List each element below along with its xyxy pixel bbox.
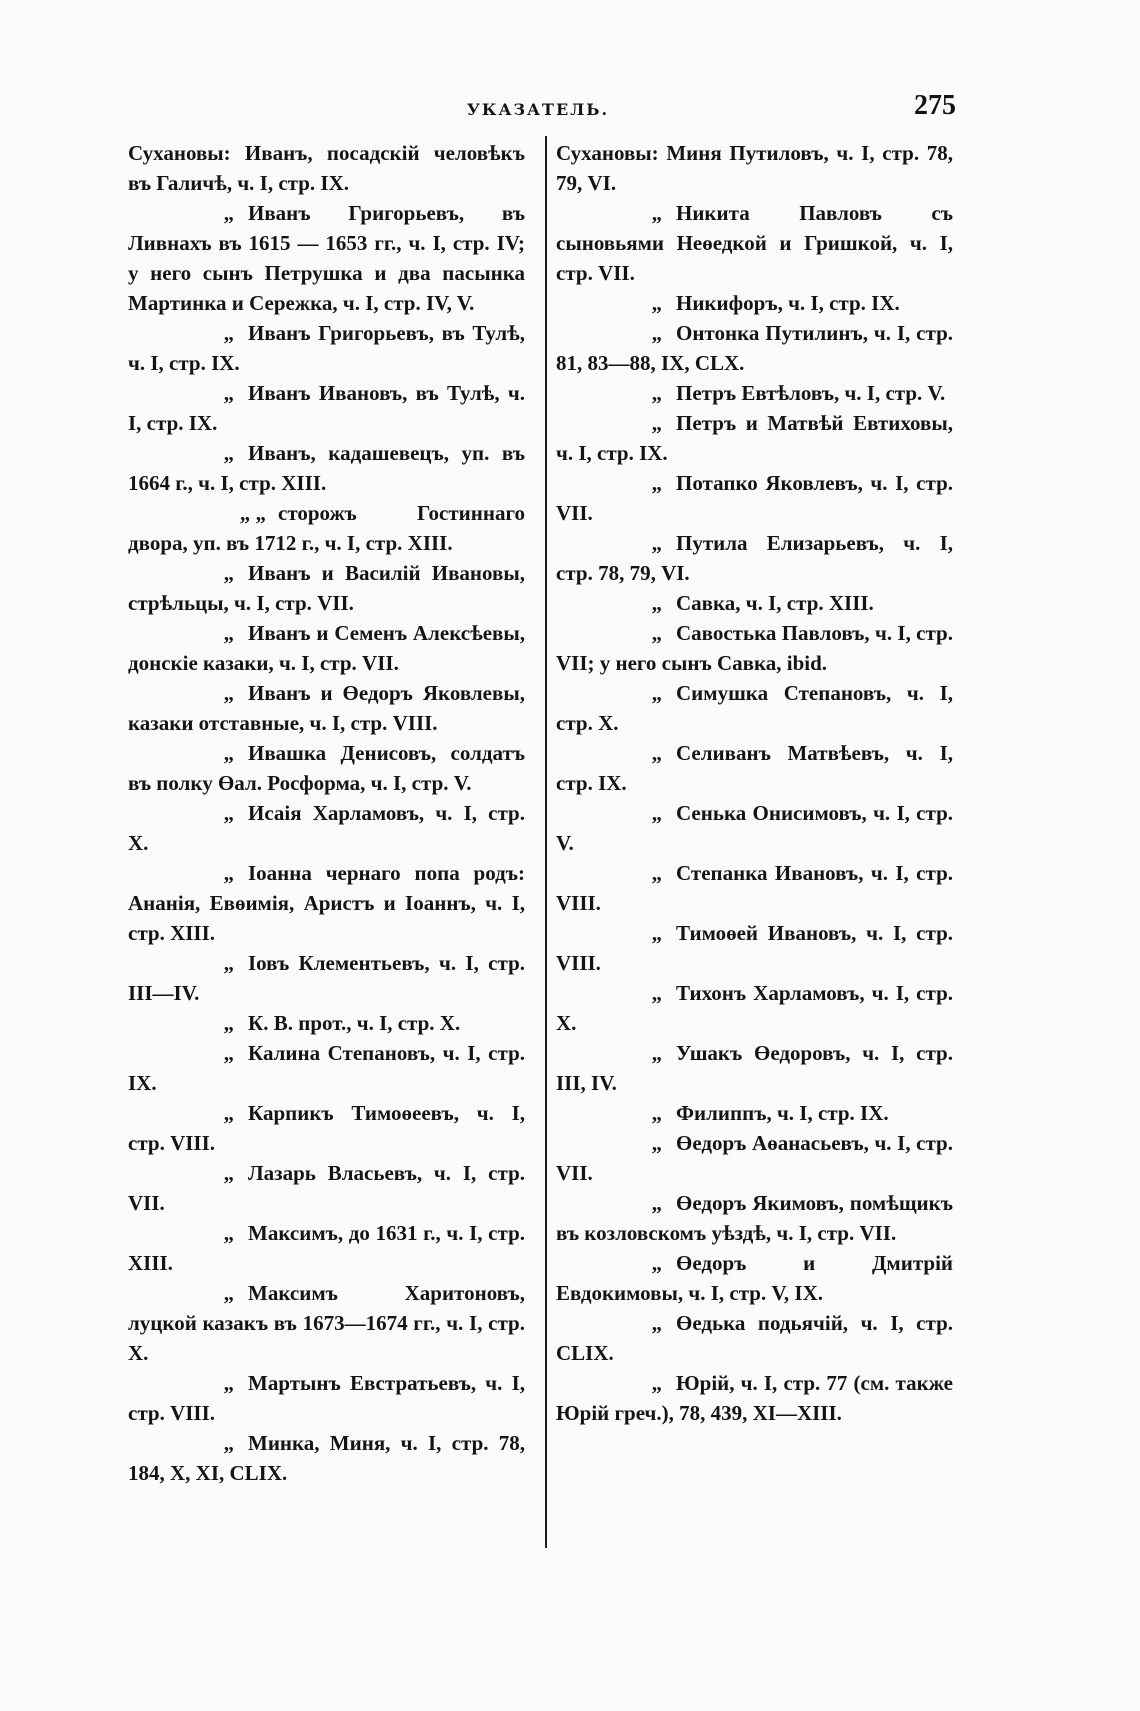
entry-text: Иванъ Григорьевъ, въ Тулѣ, ч. I, стр. IX. bbox=[128, 321, 525, 375]
left-entry bbox=[128, 318, 525, 378]
entry-text: Иванъ Григорьевъ, въ Ливнахъ въ 1615 — 1653 гг., ч. I, стр. IV; у него сынъ Петрушка и два пасынка Мартинка и Сережка, ч. I, стр. IV, V. bbox=[128, 201, 525, 315]
entry-text: Иванъ и Семенъ Алексѣевы, донскiе казаки, ч. I, стр. VII. bbox=[128, 621, 525, 675]
ditto-mark: „ bbox=[223, 621, 234, 645]
left-entry bbox=[128, 678, 525, 738]
ditto-mark: „ bbox=[651, 381, 662, 405]
ditto-mark: „ bbox=[651, 1371, 662, 1395]
ditto-mark: „ bbox=[223, 681, 234, 705]
ditto-mark: „ bbox=[223, 861, 234, 885]
entry-text: Иванъ, кадашевецъ, уп. въ 1664 г., ч. I, стр. XIII. bbox=[128, 441, 525, 495]
entry-text: Юрiй, ч. I, стр. 77 (см. также Юрiй греч.), 78, 439, XI—XIII. bbox=[556, 1371, 953, 1425]
ditto-mark: „ bbox=[223, 1161, 234, 1185]
entry-text: Минка, Миня, ч. I, стр. 78, 184, X, XI, CLIX. bbox=[128, 1431, 525, 1485]
entry-text: Савостька Павловъ, ч. I, стр. VII; у него сынъ Савка, ibid. bbox=[556, 621, 953, 675]
right-entry bbox=[556, 678, 953, 738]
left-entry bbox=[128, 138, 525, 198]
ditto-mark: „ bbox=[223, 1011, 234, 1035]
right-entry bbox=[556, 798, 953, 858]
ditto-mark: „ bbox=[223, 321, 234, 345]
left-entry bbox=[128, 558, 525, 618]
ditto-mark: „ bbox=[223, 561, 234, 585]
ditto-mark: „ bbox=[651, 1191, 662, 1215]
right-entry bbox=[556, 198, 953, 288]
right-entry bbox=[556, 918, 953, 978]
entry-text: Iовъ Клементьевъ, ч. I, стр. III—IV. bbox=[128, 951, 525, 1005]
entry-text: Лазарь Власьевъ, ч. I, стр. VII. bbox=[128, 1161, 525, 1215]
entry-text: Иванъ и Василiй Ивановы, стрѣльцы, ч. I, стр. VII. bbox=[128, 561, 525, 615]
ditto-mark: „ bbox=[223, 741, 234, 765]
ditto-mark: „ bbox=[651, 621, 662, 645]
entry-text: Тихонъ Харламовъ, ч. I, стр. X. bbox=[556, 981, 953, 1035]
left-entry bbox=[128, 798, 525, 858]
entry-text: сторожъ Гостиннаго двора, уп. въ 1712 г., ч. I, стр. XIII. bbox=[128, 501, 525, 555]
column-divider bbox=[545, 136, 547, 1548]
entry-text: Ушакъ Өедоровъ, ч. I, стр. III, IV. bbox=[556, 1041, 953, 1095]
entry-text: Ивашка Денисовъ, солдатъ въ полку Өал. Росформа, ч. I, стр. V. bbox=[128, 741, 525, 795]
entry-text: Иванъ и Өедоръ Яковлевы, казаки отставные, ч. I, стр. VIII. bbox=[128, 681, 525, 735]
ditto-mark: „ bbox=[651, 1251, 662, 1275]
ditto-mark: „ bbox=[651, 291, 662, 315]
left-entry bbox=[128, 948, 525, 1008]
ditto-mark: „ bbox=[223, 1101, 234, 1125]
ditto-mark: „ bbox=[651, 681, 662, 705]
ditto-mark: „ bbox=[651, 801, 662, 825]
right-entry bbox=[556, 378, 953, 408]
page-header bbox=[120, 90, 956, 130]
entry-text: Степанка Ивановъ, ч. I, стр. VIII. bbox=[556, 861, 953, 915]
running-head-title: УКАЗАТЕЛЬ. bbox=[466, 100, 610, 119]
left-entry bbox=[128, 378, 525, 438]
right-entry bbox=[556, 1308, 953, 1368]
entry-text: Өедоръ Аөанасьевъ, ч. I, стр. VII. bbox=[556, 1131, 953, 1185]
left-entry bbox=[128, 858, 525, 948]
right-entry bbox=[556, 1098, 953, 1128]
ditto-mark: „ bbox=[651, 591, 662, 615]
entry-text: Иванъ Ивановъ, въ Тулѣ, ч. I, стр. IX. bbox=[128, 381, 525, 435]
left-entry bbox=[128, 1278, 525, 1368]
right-entry bbox=[556, 288, 953, 318]
entry-text: Сухановы: Иванъ, посадскiй человѣкъ въ Галичѣ, ч. I, стр. IX. bbox=[128, 141, 525, 195]
left-entry bbox=[128, 1098, 525, 1158]
ditto-mark: „ bbox=[223, 1371, 234, 1395]
ditto-mark: „ bbox=[223, 1431, 234, 1455]
right-entry bbox=[556, 588, 953, 618]
entry-text: Путила Елизарьевъ, ч. I, стр. 78, 79, VI. bbox=[556, 531, 953, 585]
entry-text: Максимъ Харитоновъ, луцкой казакъ въ 1673—1674 гг., ч. I, стр. X. bbox=[128, 1281, 525, 1365]
entry-text: Селиванъ Матвѣевъ, ч. I, стр. IX. bbox=[556, 741, 953, 795]
left-entry bbox=[128, 1428, 525, 1488]
right-entry bbox=[556, 1368, 953, 1428]
ditto-mark: „ bbox=[651, 531, 662, 555]
entry-text: Петръ и Матвѣй Евтиховы, ч. I, стр. IX. bbox=[556, 411, 953, 465]
entry-text: Филиппъ, ч. I, стр. IX. bbox=[676, 1101, 889, 1125]
right-entry bbox=[556, 468, 953, 528]
entry-text: Никифоръ, ч. I, стр. IX. bbox=[676, 291, 900, 315]
entry-text: Iоанна чернаго попа родъ: Ананiя, Евөимiя, Аристъ и Iоаннъ, ч. I, стр. XIII. bbox=[128, 861, 525, 945]
right-entry bbox=[556, 408, 953, 468]
entry-text: Сенька Онисимовъ, ч. I, стр. V. bbox=[556, 801, 953, 855]
ditto-mark: „ bbox=[651, 861, 662, 885]
ditto-mark: „ bbox=[651, 411, 662, 435]
right-entry bbox=[556, 1248, 953, 1308]
ditto-mark: „ bbox=[223, 381, 234, 405]
entry-text: Калина Степановъ, ч. I, стр. IX. bbox=[128, 1041, 525, 1095]
ditto-mark: „ bbox=[223, 801, 234, 825]
right-entry bbox=[556, 978, 953, 1038]
right-entry bbox=[556, 1188, 953, 1248]
ditto-mark: „ bbox=[223, 441, 234, 465]
left-entry bbox=[128, 498, 525, 558]
left-entry bbox=[128, 438, 525, 498]
left-entry bbox=[128, 738, 525, 798]
entry-text: Савка, ч. I, стр. XIII. bbox=[676, 591, 874, 615]
entry-text: Симушка Степановъ, ч. I, стр. X. bbox=[556, 681, 953, 735]
ditto-mark: „ bbox=[651, 1101, 662, 1125]
entry-text: К. В. прот., ч. I, стр. X. bbox=[248, 1011, 461, 1035]
left-entry bbox=[128, 618, 525, 678]
entry-text: Өедоръ Якимовъ, помѣщикъ въ козловскомъ уѣздѣ, ч. I, стр. VII. bbox=[556, 1191, 953, 1245]
entry-text: Тимоөей Ивановъ, ч. I, стр. VIII. bbox=[556, 921, 953, 975]
ditto-mark: „ bbox=[223, 1041, 234, 1065]
right-entry bbox=[556, 1128, 953, 1188]
ditto-mark: „ bbox=[223, 201, 234, 225]
ditto-mark: „ „ bbox=[239, 501, 266, 525]
entry-text: Потапко Яковлевъ, ч. I, стр. VII. bbox=[556, 471, 953, 525]
entry-text: Максимъ, до 1631 г., ч. I, стр. XIII. bbox=[128, 1221, 525, 1275]
entry-text: Өедька подьячiй, ч. I, стр. CLIX. bbox=[556, 1311, 953, 1365]
right-entry bbox=[556, 738, 953, 798]
ditto-mark: „ bbox=[651, 981, 662, 1005]
left-entry bbox=[128, 1368, 525, 1428]
ditto-mark: „ bbox=[651, 471, 662, 495]
ditto-mark: „ bbox=[651, 1131, 662, 1155]
entry-text: Мартынъ Евстратьевъ, ч. I, стр. VIII. bbox=[128, 1371, 525, 1425]
ditto-mark: „ bbox=[223, 1221, 234, 1245]
left-entry bbox=[128, 1008, 525, 1038]
right-entry bbox=[556, 318, 953, 378]
entry-text: Никита Павловъ съ сыновьями Неөедкой и Гришкой, ч. I, стр. VII. bbox=[556, 201, 953, 285]
ditto-mark: „ bbox=[651, 741, 662, 765]
left-entry bbox=[128, 1038, 525, 1098]
left-entry bbox=[128, 1218, 525, 1278]
right-entry bbox=[556, 618, 953, 678]
ditto-mark: „ bbox=[651, 1041, 662, 1065]
left-entry bbox=[128, 198, 525, 318]
right-entry bbox=[556, 1038, 953, 1098]
entry-text: Сухановы: Миня Путиловъ, ч. I, стр. 78, 79, VI. bbox=[556, 141, 953, 195]
right-column bbox=[556, 138, 953, 1428]
entry-text: Исаiя Харламовъ, ч. I, стр. X. bbox=[128, 801, 525, 855]
right-entry bbox=[556, 528, 953, 588]
ditto-mark: „ bbox=[651, 1311, 662, 1335]
ditto-mark: „ bbox=[651, 201, 662, 225]
left-entry bbox=[128, 1158, 525, 1218]
right-entry bbox=[556, 858, 953, 918]
right-entry bbox=[556, 138, 953, 198]
ditto-mark: „ bbox=[223, 951, 234, 975]
entry-text: Онтонка Путилинъ, ч. I, стр. 81, 83—88, IX, CLX. bbox=[556, 321, 953, 375]
entry-text: Петръ Евтѣловъ, ч. I, стр. V. bbox=[676, 381, 946, 405]
entry-text: Өедоръ и Дмитрiй Евдокимовы, ч. I, стр. V, IX. bbox=[556, 1251, 953, 1305]
entry-text: Карпикъ Тимоөеевъ, ч. I, стр. VIII. bbox=[128, 1101, 525, 1155]
ditto-mark: „ bbox=[651, 321, 662, 345]
ditto-mark: „ bbox=[223, 1281, 234, 1305]
left-column bbox=[128, 138, 525, 1488]
ditto-mark: „ bbox=[651, 921, 662, 945]
page-number: 275 bbox=[914, 90, 956, 121]
